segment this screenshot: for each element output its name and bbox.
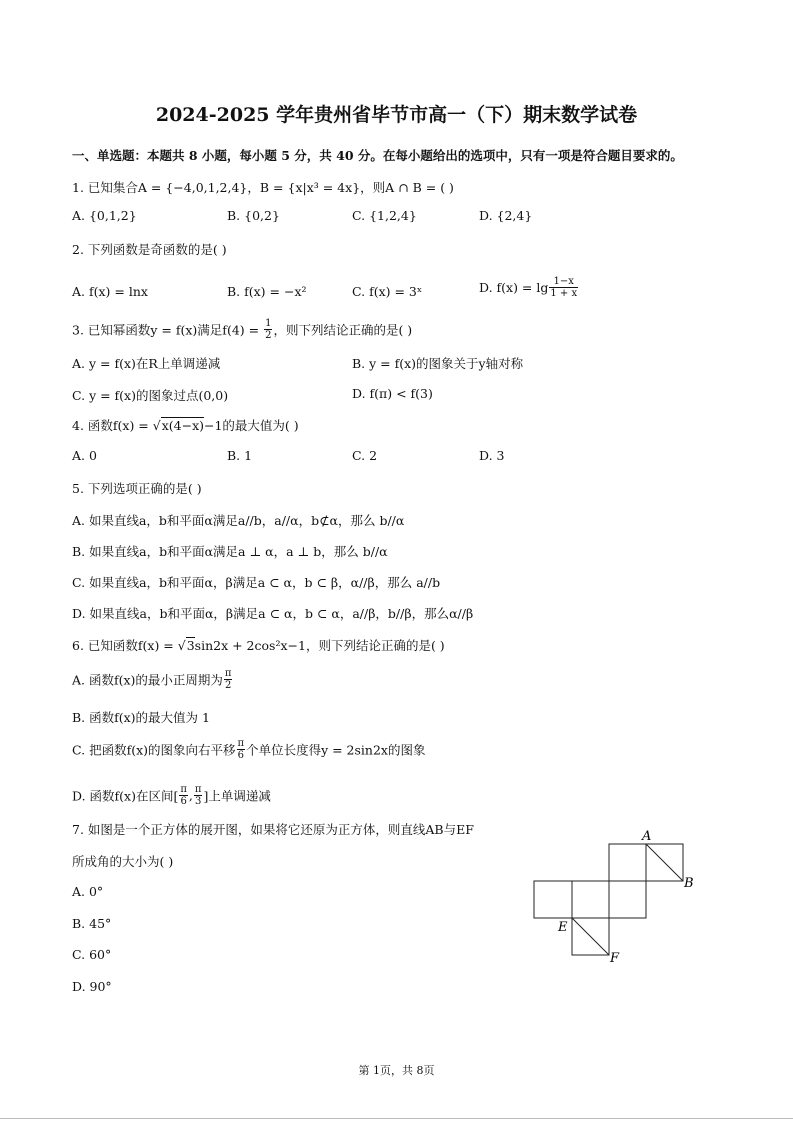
- question-3-option-d: D. f(π) < f(3): [352, 386, 433, 401]
- question-2-option-c: C. f(x) = 3ˣ: [352, 284, 423, 299]
- question-6-option-a-text: A. 函数f(x)的最小正周期为: [72, 672, 223, 688]
- page-footer: 第 1页，共 8页: [358, 1064, 435, 1077]
- page-title: 2024-2025 学年贵州省毕节市高一（下）期末数学试卷: [155, 104, 638, 126]
- fraction-denominator: 1 + x: [550, 288, 578, 299]
- segment-ef: [572, 918, 609, 955]
- label-b: B: [684, 876, 694, 891]
- net-square: [534, 881, 572, 918]
- question-6-option-d-prefix: D. 函数f(x)在区间[: [72, 788, 179, 804]
- question-6-option-d-fraction-2: [194, 784, 203, 807]
- question-4-stem-suffix: −1的最大值为( ): [204, 418, 299, 433]
- question-3-option-a: A. y = f(x)在R上单调递减: [72, 356, 221, 371]
- question-3-stem: [72, 318, 412, 341]
- question-6-option-d-fraction-1: [179, 784, 188, 807]
- question-1-option-d: D. {2,4}: [479, 208, 533, 223]
- question-7-option-c: C. 60°: [72, 947, 112, 962]
- question-4-radicand: x(4−x): [161, 418, 204, 433]
- question-2-option-d: [479, 276, 579, 299]
- question-5-option-c: C. 如果直线a，b和平面α，β满足a ⊂ α，b ⊂ β，α//β，那么 a//b: [72, 575, 441, 590]
- section-heading: 一、单选题：本题共 8 小题，每小题 5 分，共 40 分。在每小题给出的选项中，只有一项是符合题目要求的。: [72, 148, 683, 163]
- question-6-option-b: B. 函数f(x)的最大值为 1: [72, 710, 210, 725]
- question-2-option-d-fraction: [549, 276, 578, 299]
- question-1-option-a: A. {0,1,2}: [72, 208, 137, 223]
- fraction-denominator: 2: [225, 680, 232, 691]
- question-1-option-c: C. {1,2,4}: [352, 208, 417, 223]
- question-5-option-a: A. 如果直线a，b和平面α满足a//b，a//α，b⊄α，那么 b//α: [72, 513, 405, 528]
- question-3-fraction: [264, 318, 272, 341]
- question-5-stem: 5. 下列选项正确的是( ): [72, 481, 202, 496]
- label-e: E: [558, 920, 568, 935]
- question-4-option-c: C. 2: [352, 448, 378, 463]
- question-7-option-b: B. 45°: [72, 916, 112, 931]
- fraction-denominator: 2: [265, 330, 272, 341]
- question-6-option-a: [72, 668, 233, 691]
- question-6-option-c-prefix: C. 把函数f(x)的图象向右平移: [72, 742, 236, 758]
- fraction-numerator: π: [237, 738, 245, 749]
- question-1-option-b: B. {0,2}: [227, 208, 280, 223]
- question-6-option-a-fraction: [224, 668, 233, 691]
- fraction-numerator: 1−x: [549, 276, 578, 288]
- fraction-denominator: 6: [180, 796, 187, 807]
- question-4-option-b: B. 1: [227, 448, 253, 463]
- interval-separator: ,: [188, 788, 193, 803]
- question-5-option-b: B. 如果直线a，b和平面α满足a ⊥ α，a ⊥ b，那么 b//α: [72, 544, 388, 559]
- net-square: [572, 881, 609, 918]
- question-3-stem-suffix: ，则下列结论正确的是( ): [273, 322, 413, 338]
- fraction-numerator: π: [180, 784, 187, 795]
- question-6-option-c-suffix: 个单位长度得y = 2sin2x的图象: [246, 742, 426, 758]
- question-3-option-b: B. y = f(x)的图象关于y轴对称: [352, 356, 524, 371]
- label-a: A: [642, 829, 652, 844]
- question-4-option-a: A. 0: [72, 448, 97, 463]
- question-1-stem: 1. 已知集合A = {−4,0,1,2,4}，B = {x|x³ = 4x}，则A ∩ B = ( ): [72, 180, 454, 195]
- question-3-stem-prefix: 3. 已知幂函数y = f(x)满足f(4) =: [72, 322, 264, 338]
- fraction-numerator: π: [224, 668, 232, 679]
- question-2-stem: 2. 下列函数是奇函数的是( ): [72, 242, 227, 257]
- segment-ab: [646, 844, 683, 881]
- fraction-denominator: 3: [195, 796, 202, 807]
- question-2-option-b: B. f(x) = −x²: [227, 284, 307, 299]
- fraction-numerator: 1: [265, 318, 272, 329]
- fraction-numerator: π: [194, 784, 202, 795]
- question-6-stem-prefix: 6. 已知函数f(x) = √: [72, 638, 186, 653]
- question-5-option-d: D. 如果直线a，b和平面α，β满足a ⊂ α，b ⊂ α，a//β，b//β，那么α//β: [72, 606, 474, 621]
- question-6-option-c-fraction: [237, 738, 246, 761]
- question-6-radicand: 3: [186, 638, 195, 653]
- page-bottom-divider: [0, 1118, 793, 1119]
- question-7-stem-line-2: 所成角的大小为( ): [72, 854, 174, 869]
- fraction-denominator: 6: [237, 750, 244, 761]
- net-square: [609, 881, 646, 918]
- question-6-option-d: [72, 784, 271, 807]
- question-3-option-c: C. y = f(x)的图象过点(0,0): [72, 388, 229, 403]
- question-6-option-c: [72, 738, 425, 761]
- question-4-stem: [72, 416, 299, 434]
- question-4-stem-prefix: 4. 函数f(x) = √: [72, 418, 161, 433]
- question-7-option-a: A. 0°: [72, 884, 104, 899]
- question-6-option-d-suffix: ]上单调递减: [203, 788, 271, 804]
- question-6-stem-suffix: sin2x + 2cos²x−1，则下列结论正确的是( ): [194, 638, 445, 653]
- question-7-option-d: D. 90°: [72, 979, 112, 994]
- question-4-option-d: D. 3: [479, 448, 505, 463]
- question-2-option-d-prefix: D. f(x) = lg: [479, 280, 549, 295]
- question-7-stem-line-1: 7. 如图是一个正方体的展开图，如果将它还原为正方体，则直线AB与EF: [72, 822, 474, 837]
- question-6-stem: [72, 636, 445, 654]
- label-f: F: [610, 951, 620, 966]
- net-square: [609, 844, 646, 881]
- question-2-option-a: A. f(x) = lnx: [72, 284, 148, 299]
- cube-net-diagram: [520, 820, 720, 970]
